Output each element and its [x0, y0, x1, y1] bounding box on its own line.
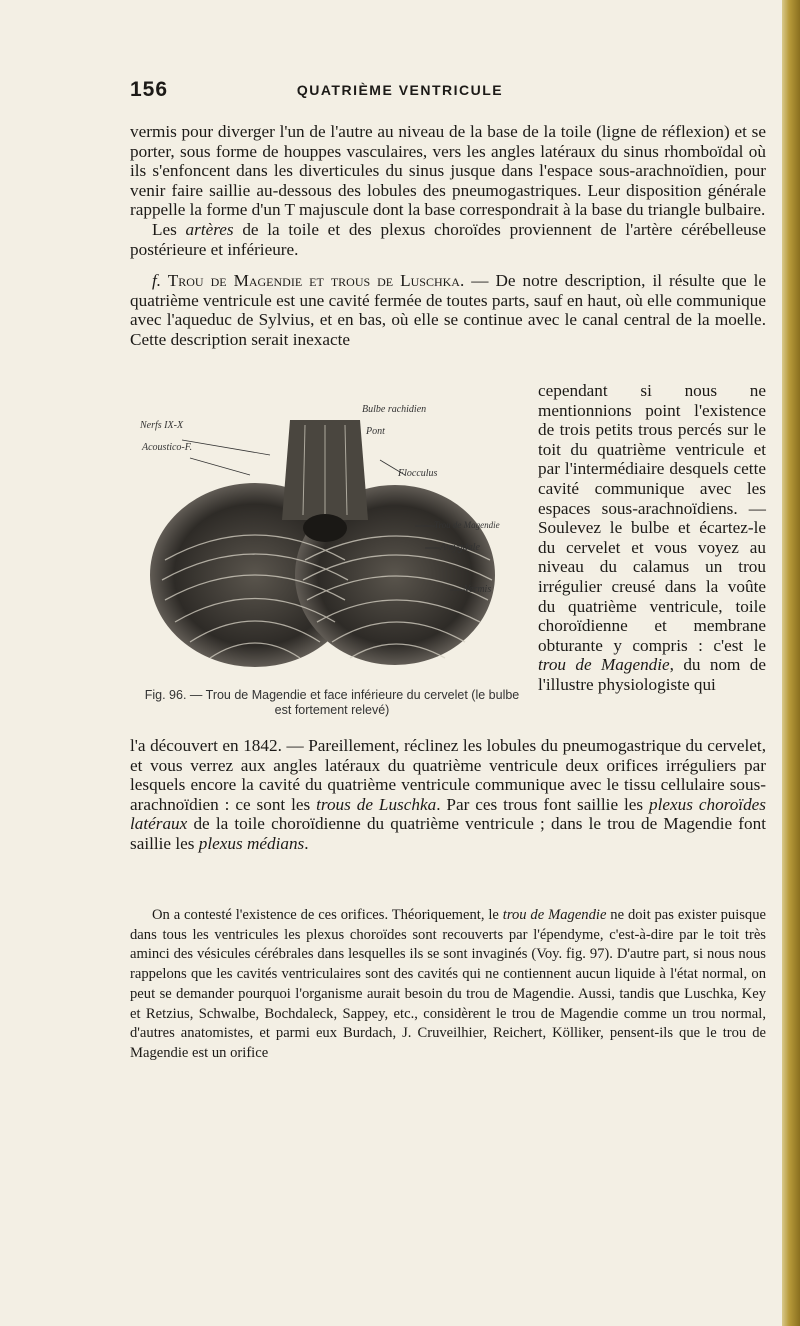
label-vermis: Vermis	[464, 584, 492, 595]
main-text-top	[130, 122, 766, 350]
paragraph-1: vermis pour diverger l'un de l'autre au niveau de la base de la toile (ligne de réflexion) et se porter, sous forme de houppes vasculaires, vers les angles latéraux du sinus rhomboïdal où ils s'enfoncent dans les diverticules du sinus jusque dans l'espace sous-arachnoïdien, pour venir faire saillie au-dessous des lobules des pneumogastriques. Leur disposition générale rappelle la forme d'un T majuscule dont la base correspondrait à la base du triangle bulbaire.	[130, 122, 766, 220]
figure-96-cerebellum-illustration	[140, 400, 530, 700]
wrapped-text-column	[538, 381, 766, 695]
paragraph-4: l'a découvert en 1842. — Pareillement, réclinez les lobules du pneumogastrique du cervelet, et vous verrez aux angles latéraux du quatrième ventricule deux orifices irréguliers par lesquels encore la cavité du quatrième ventricule communique avec le tissu cellulaire sous-arachnoïdien : ce sont les trous de Luschka. Par ces trous font saillie les plexus choroïdes latéraux de la toile choroïdienne du quatrième ventricule ; dans le trou de Magendie font saillie les plexus médians.	[130, 736, 766, 853]
trou-de-magendie-shape	[303, 514, 347, 542]
term-plexus-choroides-lateraux: plexus choroïdes latéraux	[130, 794, 766, 834]
page-number: 156	[130, 78, 169, 101]
figure-caption: Fig. 96. — Trou de Magendie et face inférieure du cervelet (le bulbe est fortement relevé)	[144, 688, 520, 717]
label-pont: Pont	[366, 426, 385, 437]
paragraph-2: Les artères de la toile et des plexus choroïdes proviennent de l'artère cérébelleuse postérieure et inférieure.	[130, 219, 766, 259]
page-gilt-edge	[782, 0, 800, 1326]
term-trou-de-magendie: trou de Magendie	[538, 655, 670, 675]
paragraph-wrap: cependant si nous ne mentionnions point l'existence de trois petits trous percés sur le toit du quatrième ventricule et par l'intermédiaire desquels cette cavité communique avec les espaces sous-arachnoïdiens. — Soulevez le bulbe et écartez-le du cervelet et vous voyez au niveau du calamus un trou irrégulier creusé dans la voûte du quatrième ventricule, toile choroïdienne et membrane obturante y compris : c'est le trou de Magendie, du nom de l'illustre physiologiste qui	[538, 381, 766, 694]
section-heading: Trou de Magendie et trous de Luschka.	[161, 271, 465, 291]
term-trous-de-luschka: trous de Luschka	[316, 794, 437, 814]
paragraph-3: f. Trou de Magendie et trous de Luschka. — De notre description, il résulte que le quatrième ventricule est une cavité fermée de toutes parts, sauf en haut, où elle communique avec l'aqueduc de Sylvius, et en bas, où elle se continue avec le canal central de la moelle. Cette description serait inexacte	[130, 271, 767, 349]
running-title: QUATRIÈME VENTRICULE	[296, 82, 504, 98]
term-plexus-medians: plexus médians	[198, 833, 305, 853]
paragraph-small: On a contesté l'existence de ces orifices. Théoriquement, le trou de Magendie ne doit pas exister puisque dans tous les ventricules les plexus choroïdes sont recouverts par l'épendyme, c'est-à-dire par le toit très aminci des vésicules cérébrales dans lesquelles ils se sont invaginés (Voy. fig. 97). D'autre part, si nous nous rappelons que les cavités ventriculaires sont des cavités qui ne contiennent aucun liquide à l'état normal, on peut se demander pourquoi l'organisme aurait besoin du trou de Magendie. Aussi, tandis que Luschka, Key et Retzius, Schwalbe, Bochdaleck, Sappey, etc., considèrent le trou de Magendie comme un trou normal, d'autres anatomistes, et parmi eux Burdach, J. Cruveilhier, Reichert, Kölliker, pensent-ils que le trou de Magendie est un orifice	[130, 907, 766, 1061]
label-bulbe: Bulbe rachidien	[362, 404, 427, 415]
label-flocculus: Flocculus	[398, 468, 438, 479]
page-header	[0, 78, 800, 108]
small-print-note	[130, 906, 766, 1064]
label-amygdale: Amygdale	[440, 542, 480, 553]
term-trou-de-magendie-small: trou de Magendie	[502, 907, 607, 923]
label-nerfs: Nerfs IX-X	[140, 420, 184, 431]
term-arteres: artères	[185, 219, 234, 239]
main-text-bottom	[130, 736, 766, 854]
label-trou-de-magendie: Trou de Magendie	[434, 520, 500, 530]
label-acoustico: Acoustico-F.	[142, 442, 193, 453]
